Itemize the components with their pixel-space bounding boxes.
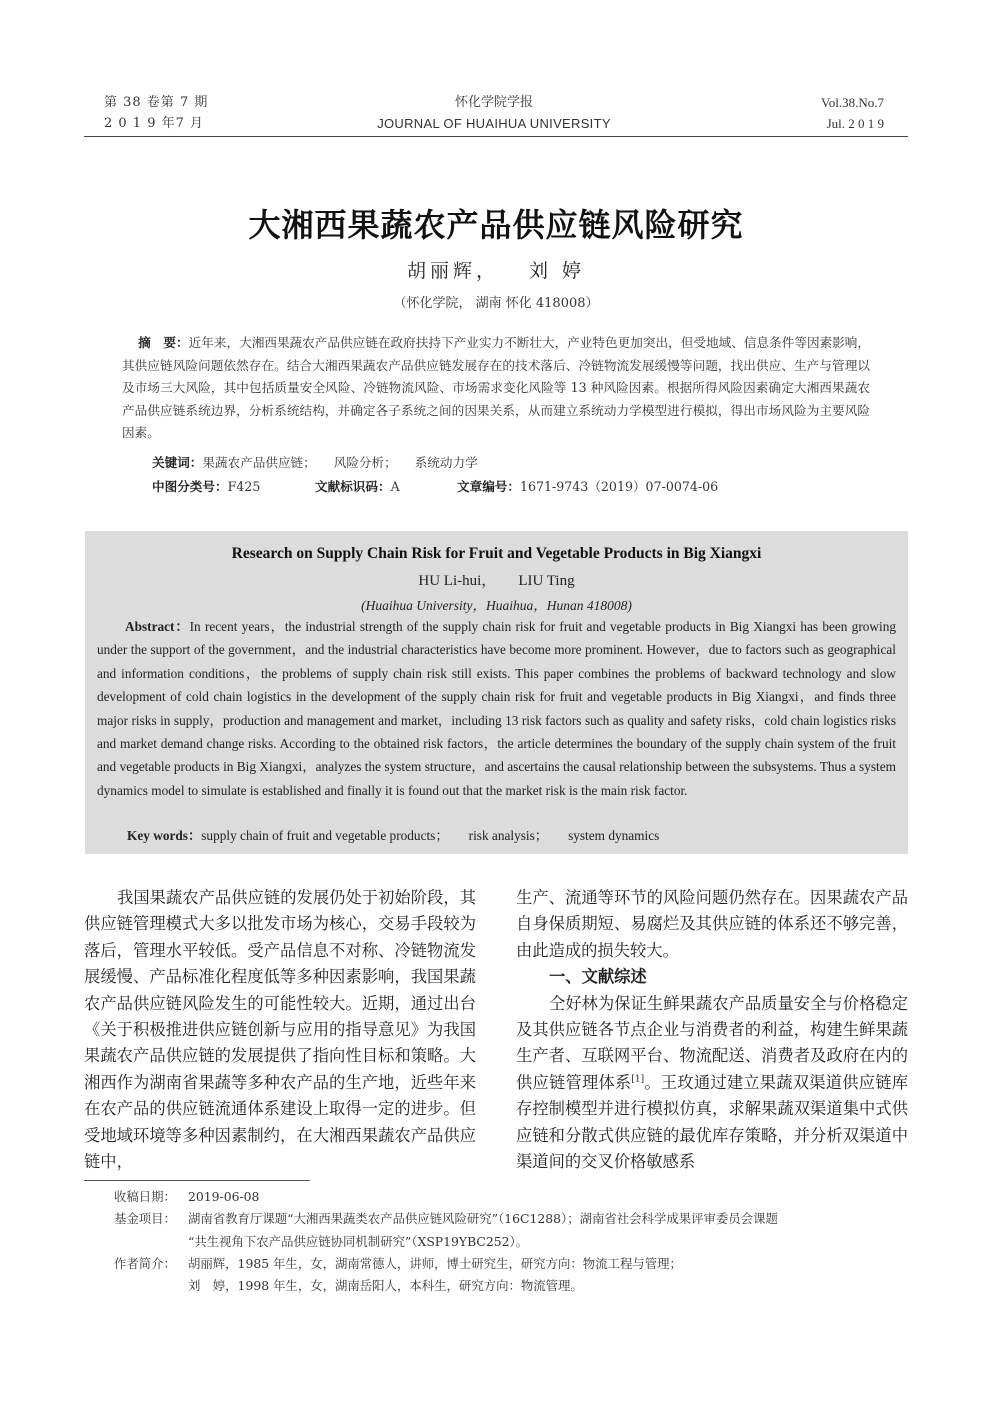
body-column-right <box>516 885 908 1175</box>
english-affiliation: (Huaihua University，Huaihua，Hunan 418008) <box>361 598 632 613</box>
journal-name-cn: 怀化学院学报 <box>454 95 533 110</box>
volume-issue-en: Vol.38.No.7 <box>821 95 884 110</box>
clc-number: 中图分类号：F425 <box>152 479 261 494</box>
english-abstract-text: In recent years，the industrial strength of the supply chain risk for fruit and vegetable products in Big Xiangxi has been growing under the support of the government，and the industrial characteristics have become more prominent. However，due to factors such as geographical and information conditions，the problems of supply chain risk still exists. This paper combines the problems of backward technology and slow development of cold chain logistics in the development of the supply chain risk for fruit and vegetable products in Big Xiangxi，and finds three major risks in supply，production and management and market，including 13 risk factors such as quality and safety risks，cold chain logistics risks and market demand change risks. According to the obtained risk factors，the article determines the boundary of the supply chain system of the fruit and vegetable products in Big Xiangxi，analyzes the system structure，and ascertains the causal relationship between the subsystems. Thus a system dynamics model to simulate is established and finally it is found out that the market risk is the main risk factor. <box>97 619 896 798</box>
paper-title: 大湘西果蔬农产品供应链风险研究 <box>248 206 744 244</box>
english-abstract <box>97 615 896 802</box>
english-abstract-box <box>85 531 908 854</box>
abstract-label: 摘 要： <box>138 335 189 350</box>
article-number: 文章编号：1671-9743（2019）07-0074-06 <box>457 479 719 494</box>
keywords-cn <box>152 453 872 473</box>
document-code: 文献标识码：A <box>315 479 400 494</box>
english-author-name: HU Li-hui， <box>418 573 497 589</box>
keyword: 系统动力学 <box>414 455 478 470</box>
footnote-divider <box>84 1180 310 1181</box>
body-paragraph: 生产、流通等环节的风险问题仍然存在。因果蔬农产品自身保质期短、易腐烂及其供应链的体系还不够完善，由此造成的损失较大。 <box>516 888 908 960</box>
journal-name-en: JOURNAL OF HUAIHUA UNIVERSITY <box>377 116 611 131</box>
issue-info-en <box>821 92 884 134</box>
publication-date-en: Jul. 2 0 1 9 <box>826 116 884 131</box>
journal-name <box>104 92 884 134</box>
keyword: 风险分析； <box>333 455 397 470</box>
keywords-label: 关键词： <box>152 455 203 470</box>
body-paragraph: 仝好林为保证生鲜果蔬农产品质量安全与价格稳定及其供应链各节点企业与消费者的利益，构建生鲜果蔬生产者、互联网平台、物流配送、消费者及政府在内的供应链管理体系[1]。王玫通过建立果蔬双渠道供应链库存控制模型并进行模拟仿真，求解果蔬双渠道集中式供应链和分散式供应链的最优库存策略，并分析双渠道中渠道间的交叉价格敏感系 <box>516 993 908 1172</box>
funding-note: 基金项目： 湖南省教育厅课题“大湘西果蔬类农产品供应链风险研究”（16C1288）；湖南省社会科学成果评审委员会课题 “共生视角下农产品供应链协同机制研究”（XSP19YBC252）。 <box>114 1211 778 1249</box>
citation-marker: [1] <box>631 1074 645 1085</box>
keyword: 果蔬农产品供应链； <box>202 455 316 470</box>
english-title: Research on Supply Chain Risk for Fruit and Vegetable Products in Big Xiangxi <box>231 545 762 562</box>
english-abstract-label: Abstract： <box>125 619 190 634</box>
author-bio-note: 作者简介： 胡丽辉，1985 年生，女，湖南常德人，讲师，博士研究生，研究方向：物流工程与管理； 刘 婷，1998 年生，女，湖南岳阳人，本科生，研究方向：物流管理。 <box>114 1255 682 1294</box>
body-paragraph: 我国果蔬农产品供应链的发展仍处于初始阶段，其供应链管理模式大多以批发市场为核心，交易手段较为落后，管理水平较低。受产品信息不对称、冷链物流发展缓慢、产品标准化程度低等多种因素影响，我国果蔬农产品供应链风险发生的可能性较大。近期，通过出台《关于积极推进供应链创新与应用的指导意见》为我国果蔬农产品供应链的发展提供了指向性目标和策略。大湘西作为湖南省果蔬等多种农产品的生产地，近些年来在农产品的供应链流通体系建设上取得一定的进步。但受地域环境等多种因素制约，在大湘西果蔬农产品供应链中， <box>84 888 476 1172</box>
english-keyword: risk analysis； <box>468 828 549 843</box>
header-divider <box>84 136 908 137</box>
english-author-name: LIU Ting <box>518 573 575 589</box>
english-author-list <box>85 569 908 590</box>
author-name: 刘 婷 <box>528 260 586 282</box>
body-column-left <box>84 885 476 1175</box>
abstract-cn <box>122 332 870 445</box>
running-header <box>104 92 884 138</box>
publication-date: 2 0 1 9 年7 月 <box>104 116 205 131</box>
section-heading: 一、文献综述 <box>549 967 647 987</box>
volume-issue: 第 38 卷第 7 期 <box>104 95 209 110</box>
english-keyword: system dynamics <box>568 828 660 843</box>
footnotes <box>114 1186 908 1297</box>
affiliation: （怀化学院， 湖南 怀化 418008） <box>393 296 599 311</box>
english-keywords-label: Key words： <box>127 828 202 843</box>
author-list <box>0 256 992 283</box>
abstract-text: 近年来，大湘西果蔬农产品供应链在政府扶持下产业实力不断壮大，产业特色更加突出，但受地域、信息条件等因素影响，其供应链风险问题依然存在。结合大湘西果蔬农产品供应链发展存在的技术落后、冷链物流发展缓慢等问题，找出供应、生产与管理以及市场三大风险，其中包括质量安全风险、冷链物流风险、市场需求变化风险等 13 种风险因素。根据所得风险因素确定大湘西果蔬农产品供应链系统边界，分析系统结构，并确定各子系统之间的因果关系，从而建立系统动力学模型进行模拟，得出市场风险为主要风险因素。 <box>122 335 871 440</box>
received-date-note: 收稿日期： 2019-06-08 <box>114 1189 260 1204</box>
english-keywords <box>127 825 887 847</box>
classification-row <box>152 477 872 497</box>
author-name: 胡丽辉， <box>406 260 499 282</box>
english-keyword: supply chain of fruit and vegetable products； <box>201 828 449 843</box>
